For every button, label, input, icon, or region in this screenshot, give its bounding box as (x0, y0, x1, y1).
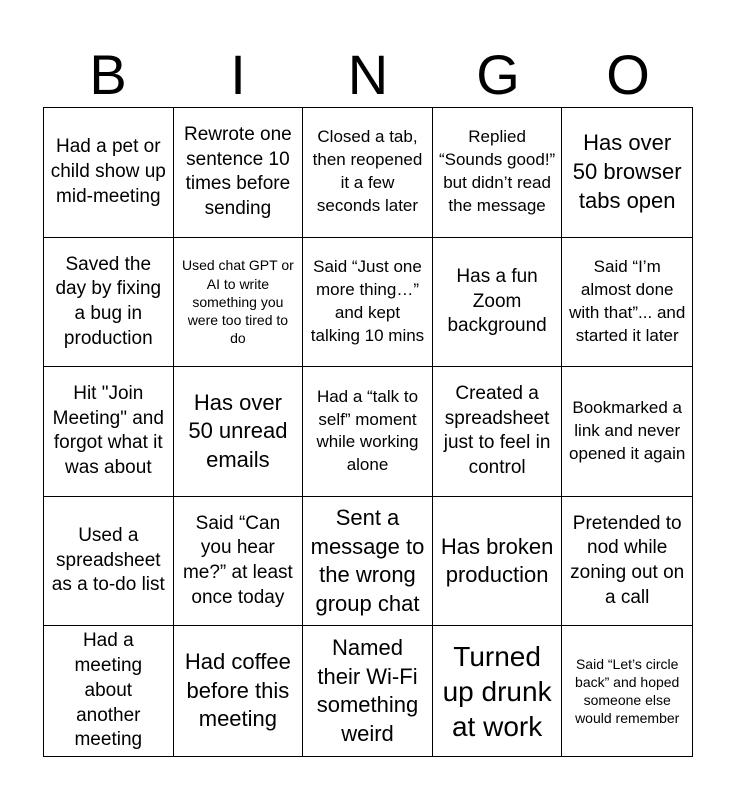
bingo-cell-text: Said “I’m almost done with that”... and started it later (569, 257, 686, 345)
bingo-cell[interactable] (303, 108, 433, 238)
bingo-cell[interactable] (433, 367, 563, 497)
bingo-cell-text: Closed a tab, then reopened it a few seconds later (312, 127, 423, 216)
bingo-cell-text: Said “Just one more thing…” and kept talking 10 mins (310, 257, 425, 345)
header-letter-n: N (347, 43, 389, 106)
bingo-cell-text: Used a spreadsheet as a to-do list (51, 525, 165, 596)
bingo-cell[interactable] (44, 238, 174, 368)
bingo-cell-text: Replied “Sounds good!” but didn’t read the message (438, 127, 556, 216)
bingo-cell[interactable] (44, 626, 174, 756)
bingo-cell[interactable] (562, 497, 692, 627)
bingo-cell[interactable] (174, 497, 304, 627)
bingo-cell-text: Has a fun Zoom background (447, 265, 547, 337)
bingo-cell-text: Pretended to nod while zoning out on a call (570, 512, 685, 608)
bingo-cell[interactable] (174, 626, 304, 756)
bingo-cell-text: Bookmarked a link and never opened it again (569, 398, 686, 463)
bingo-cell[interactable] (433, 108, 563, 238)
bingo-cell-text: Used chat GPT or AI to write something you were too tired to do (181, 257, 294, 347)
bingo-cell-text: Rewrote one sentence 10 times before sending (184, 123, 292, 219)
bingo-cell[interactable] (303, 497, 433, 627)
bingo-card-grid (43, 107, 693, 757)
bingo-cell[interactable] (174, 238, 304, 368)
bingo-cell-text: Created a spreadsheet just to feel in control (443, 383, 551, 479)
bingo-cell[interactable] (433, 238, 563, 368)
bingo-cell[interactable] (562, 367, 692, 497)
bingo-cell-text: Has broken production (440, 533, 554, 588)
bingo-cell-text: Had a “talk to self” moment while working alone (316, 386, 419, 475)
bingo-cell[interactable] (562, 626, 692, 756)
bingo-cell-text: Had a pet or child show up mid-meeting (50, 136, 166, 207)
header-letter-b: B (89, 43, 127, 106)
bingo-header (43, 40, 693, 110)
bingo-cell-text: Sent a message to the wrong group chat (310, 504, 425, 616)
bingo-cell[interactable] (433, 497, 563, 627)
bingo-cell[interactable] (303, 238, 433, 368)
bingo-cell[interactable] (174, 367, 304, 497)
header-letter-o: O (606, 43, 650, 106)
bingo-cell[interactable] (174, 108, 304, 238)
bingo-cell-text: Has over 50 browser tabs open (572, 130, 682, 213)
bingo-cell[interactable] (433, 626, 563, 756)
bingo-cell-text: Said “Let’s circle back” and hoped someone else would remember (575, 655, 680, 727)
bingo-cell-text: Had coffee before this meeting (184, 649, 291, 732)
bingo-cell-text: Named their Wi-Fi something weird (316, 635, 419, 746)
bingo-cell[interactable] (562, 238, 692, 368)
bingo-cell[interactable] (44, 367, 174, 497)
bingo-cell-text: Has over 50 unread emails (188, 389, 288, 472)
bingo-cell[interactable] (44, 497, 174, 627)
bingo-cell[interactable] (303, 626, 433, 756)
header-letter-g: G (476, 43, 520, 106)
header-letter-i: I (230, 43, 246, 106)
bingo-cell[interactable] (303, 367, 433, 497)
bingo-cell-text: Hit "Join Meeting" and forgot what it was about (52, 383, 164, 479)
bingo-cell[interactable] (44, 108, 174, 238)
bingo-cell-text: Turned up drunk at work (442, 640, 552, 742)
bingo-cell-text: Saved the day by fixing a bug in production (55, 253, 162, 349)
bingo-cell-text: Had a meeting about another meeting (74, 630, 143, 751)
bingo-cell[interactable] (562, 108, 692, 238)
bingo-cell-text: Said “Can you hear me?” at least once today (182, 512, 293, 608)
